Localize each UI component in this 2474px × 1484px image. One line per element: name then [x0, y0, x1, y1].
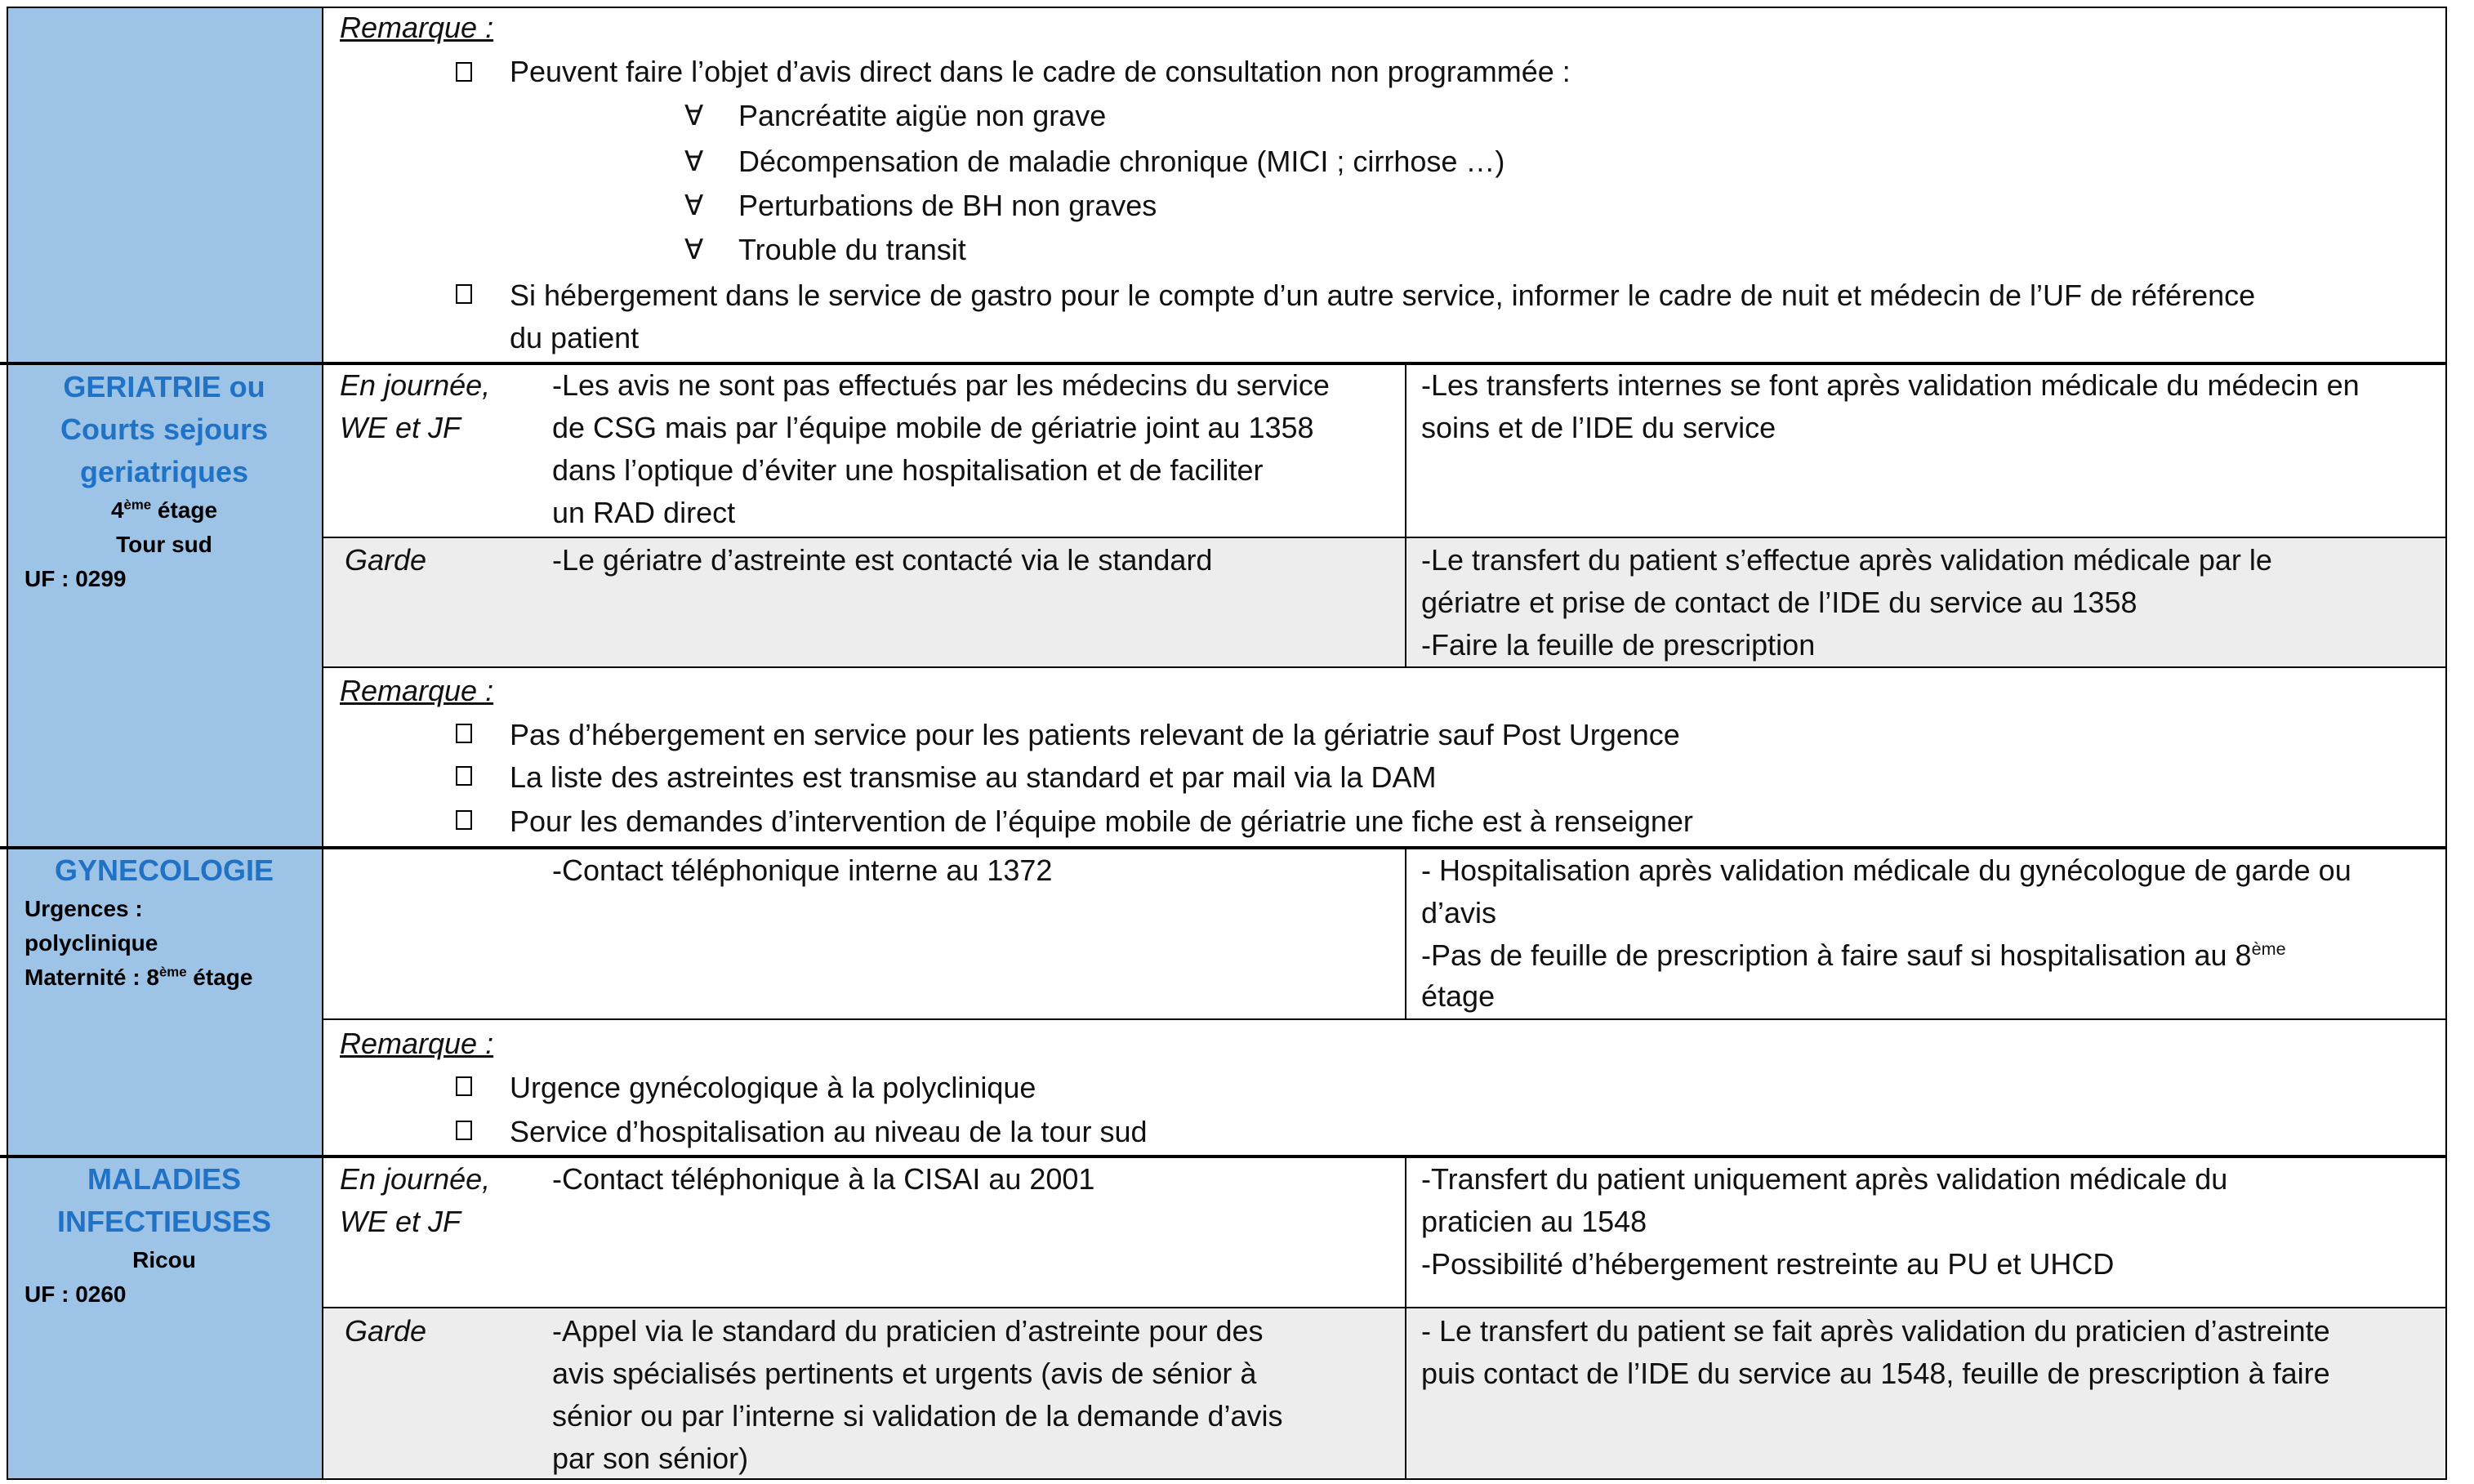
cell-text: -Contact téléphonique interne au 1372: [552, 853, 1053, 887]
forall-bullet-icon: ∀: [684, 234, 704, 265]
line: [2445, 7, 2447, 1480]
cell-text: puis contact de l’IDE du service au 1548, feuille de prescription à faire: [1421, 1357, 2330, 1390]
cell-text: -Possibilité d’hébergement restreinte au PU et UHCD: [1421, 1247, 2115, 1281]
service-location: Tour sud: [116, 532, 212, 557]
cell-text: -Faire la feuille de prescription: [1421, 628, 1816, 662]
remark-item: Peuvent faire l’objet d’avis direct dans le cadre de consultation non programmée :: [510, 55, 1571, 88]
service-title: geriatriques: [79, 455, 249, 488]
service-title: GERIATRIE ou: [63, 370, 265, 403]
cell-text: avis spécialisés pertinents et urgents (avis de sénior à: [552, 1357, 1257, 1390]
line: [1405, 1158, 1406, 1480]
line: [1405, 849, 1406, 1019]
checkbox-bullet-icon: [456, 724, 472, 743]
cell-text: gériatre et prise de contact de l’IDE du service au 1358: [1421, 586, 2137, 619]
sub-remark-item: Perturbations de BH non graves: [738, 189, 1157, 222]
remark-item: Pour les demandes d’intervention de l’équipe mobile de gériatrie une fiche est à renseigner: [510, 804, 1693, 838]
service-title: Courts sejours: [60, 412, 269, 446]
row-label-garde: Garde: [345, 1314, 427, 1348]
cell-text: -Transfert du patient uniquement après validation médicale du: [1421, 1162, 2228, 1196]
service-location: Ricou: [132, 1247, 196, 1272]
checkbox-bullet-icon: [456, 62, 472, 82]
remark-item: Si hébergement dans le service de gastro pour le compte d’un autre service, informer le cadre de nuit et médecin de l’UF de référence: [510, 279, 2256, 312]
remark-label: Remarque :: [340, 1027, 494, 1060]
cell-text: un RAD direct: [552, 496, 736, 529]
forall-bullet-icon: ∀: [684, 190, 704, 221]
row-label-journee: En journée,: [340, 368, 491, 402]
row-label-journee: En journée,: [340, 1162, 491, 1196]
cell-text: - Le transfert du patient se fait après validation du praticien d’astreinte: [1421, 1314, 2330, 1348]
checkbox-bullet-icon: [456, 1076, 472, 1096]
remark-item: La liste des astreintes est transmise au standard et par mail via la DAM: [510, 760, 1437, 794]
row-label-garde: Garde: [345, 543, 427, 577]
line: [322, 7, 323, 1480]
cell-text: -Le transfert du patient s’effectue après validation médicale par le: [1421, 543, 2272, 577]
service-urgences: Urgences :: [25, 896, 143, 921]
cell-text: étage: [1421, 979, 1496, 1013]
line: [323, 666, 2447, 668]
sub-remark-item: Trouble du transit: [738, 233, 966, 266]
remark-item: Service d’hospitalisation au niveau de la tour sud: [510, 1115, 1148, 1148]
row-label-journee: WE et JF: [340, 411, 461, 444]
cell-text: par son sénior): [552, 1442, 749, 1475]
service-title: MALADIES: [87, 1162, 241, 1196]
cell-text: -Le gériatre d’astreinte est contacté via le standard: [552, 543, 1213, 577]
cell-text: d’avis: [1421, 896, 1497, 929]
cell-text: dans l’optique d’éviter une hospitalisation et de faciliter: [552, 453, 1264, 487]
cell-text: -Contact téléphonique à la CISAI au 2001: [552, 1162, 1095, 1196]
forall-bullet-icon: ∀: [684, 100, 704, 131]
line: [7, 1478, 2447, 1480]
checkbox-bullet-icon: [456, 284, 472, 304]
cell-text: -Les avis ne sont pas effectués par les médecins du service: [552, 368, 1330, 402]
cell-text: praticien au 1548: [1421, 1205, 1647, 1238]
service-urgences: polyclinique: [25, 930, 158, 956]
remark-item: Urgence gynécologique à la polyclinique: [510, 1071, 1036, 1104]
cell-text: de CSG mais par l’équipe mobile de gériatrie joint au 1358: [552, 411, 1314, 444]
service-uf: UF : 0299: [25, 566, 127, 591]
cell-text: sénior ou par l’interne si validation de la demande d’avis: [552, 1399, 1283, 1433]
row-label-journee: WE et JF: [340, 1205, 461, 1238]
line: [323, 537, 2447, 538]
line: [323, 1018, 2447, 1020]
blue-cell-top: [7, 7, 322, 363]
cell-text: -Les transferts internes se font après validation médicale du médecin en: [1421, 368, 2360, 402]
line: [1405, 364, 1406, 667]
remark-label: Remarque :: [340, 11, 494, 44]
line: [323, 1307, 2447, 1308]
checkbox-bullet-icon: [456, 766, 472, 786]
service-title: INFECTIEUSES: [56, 1205, 272, 1238]
remark-item: Pas d’hébergement en service pour les patients relevant de la gériatrie sauf Post Urgence: [510, 718, 1680, 751]
remark-label: Remarque :: [340, 674, 494, 707]
cell-text: -Appel via le standard du praticien d’astreinte pour des: [552, 1314, 1264, 1348]
remark-item-continuation: du patient: [510, 321, 640, 354]
checkbox-bullet-icon: [456, 810, 472, 830]
sub-remark-item: Décompensation de maladie chronique (MICI ; cirrhose …): [738, 145, 1505, 178]
forall-bullet-icon: ∀: [684, 146, 704, 177]
service-floor: 4ème étage: [110, 497, 218, 523]
cell-text: - Hospitalisation après validation médicale du gynécologue de garde ou: [1421, 853, 2351, 887]
service-maternite: Maternité : 8ème étage: [25, 964, 253, 990]
cell-text: soins et de l’IDE du service: [1421, 411, 1776, 444]
checkbox-bullet-icon: [456, 1121, 472, 1140]
cell-text: -Pas de feuille de prescription à faire sauf si hospitalisation au 8ème: [1421, 938, 2286, 972]
service-uf: UF : 0260: [25, 1281, 127, 1307]
service-title: GYNECOLOGIE: [54, 853, 274, 887]
sub-remark-item: Pancréatite aigüe non grave: [738, 99, 1107, 132]
